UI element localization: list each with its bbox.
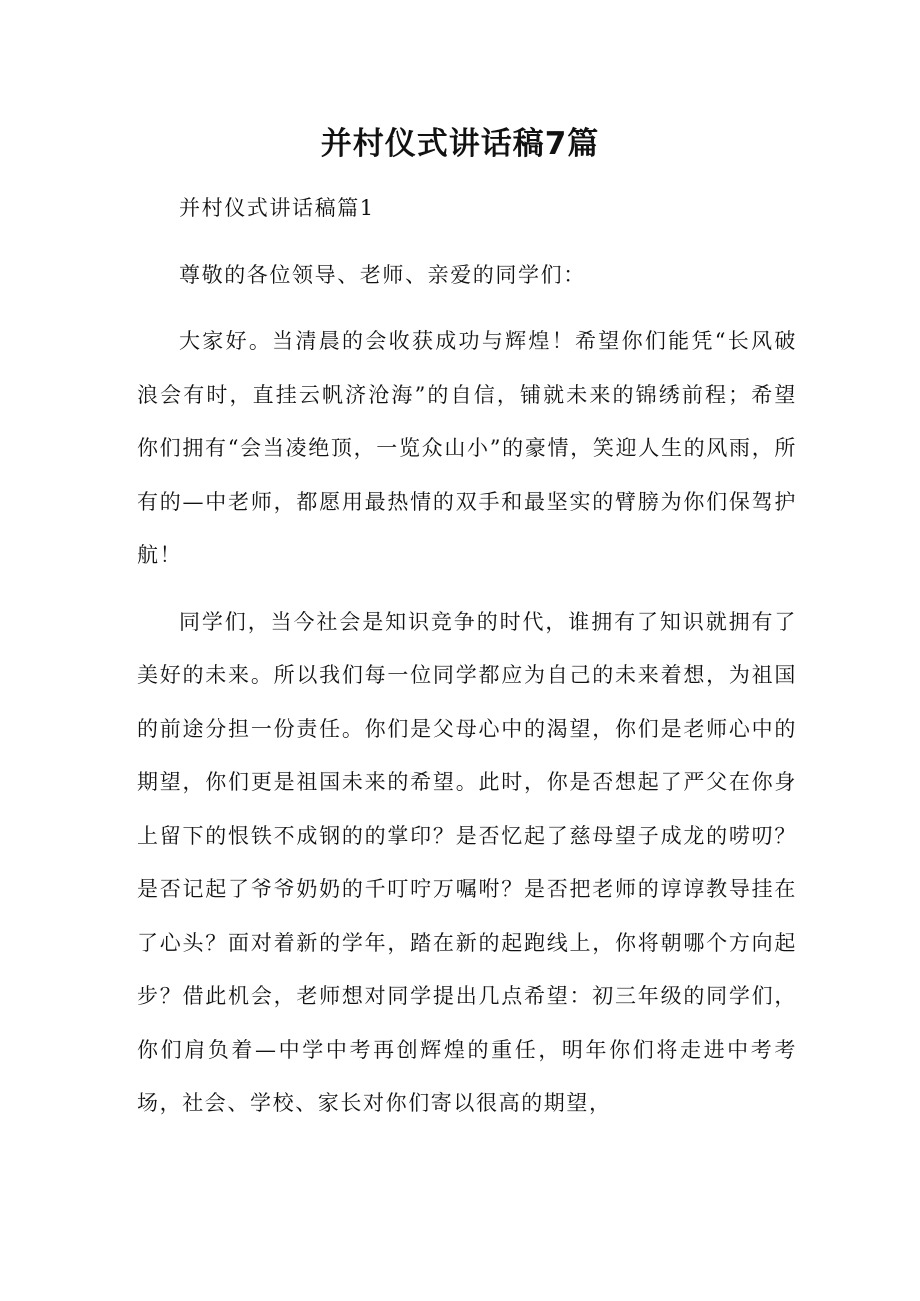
spacer — [137, 236, 797, 249]
paragraph-1: 大家好。当清晨的会收获成功与辉煌！希望你们能凭“长风破浪会有时，直挂云帆济沧海”的自信，铺就未来的锦绣前程；希望你们拥有“会当凌绝顶，一览众山小”的豪情，笑迎人生的风雨，所有的—中老师，都愿用最热情的双手和最坚实的臂膀为你们保驾护航！ — [137, 329, 797, 567]
paragraph-2: 同学们，当今社会是知识竞争的时代，谁拥有了知识就拥有了美好的未来。所以我们每一位同学都应为自己的未来着想，为祖国的前途分担一份责任。你们是父母心中的渴望，你们是老师心中的期望，你们更是祖国未来的希望。此时，你是否想起了严父在你身上留下的恨铁不成钢的的掌印？是否忆起了慈母望子成龙的唠叨？是否记起了爷爷奶奶的千叮咛万嘱咐？是否把老师的谆谆教导挂在了心头？面对着新的学年，踏在新的起跑线上，你将朝哪个方向起步？借此机会，老师想对同学提出几点希望：初三年级的同学们，你们肩负着—中学中考再创辉煌的重任，明年你们将走进中考考场，社会、学校、家长对你们寄以很高的期望， — [137, 609, 797, 1115]
document-body — [137, 182, 797, 1131]
spacer — [137, 583, 797, 596]
document-title: 并村仪式讲话稿7篇 — [320, 126, 600, 162]
salutation: 尊敬的各位领导、老师、亲爱的同学们： — [179, 262, 586, 287]
spacer — [137, 302, 797, 315]
section-heading: 并村仪式讲话稿篇1 — [179, 196, 375, 220]
